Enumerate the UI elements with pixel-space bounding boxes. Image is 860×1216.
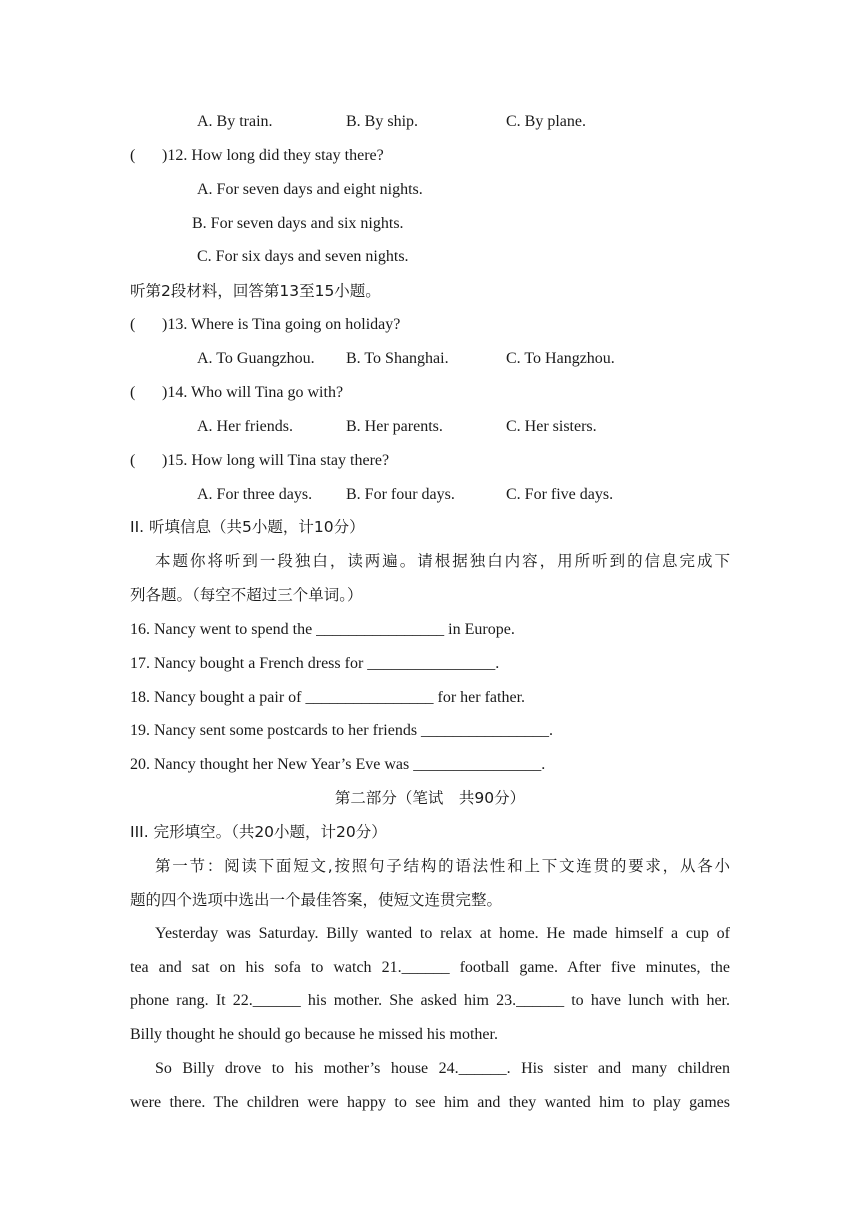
q15-option-c: C. For five days. [506, 486, 614, 503]
q11-option-a: A. By train. [197, 113, 273, 130]
fill-item-16: 16. Nancy went to spend the ________________ in Europe. [130, 621, 515, 638]
fill-item-20: 20. Nancy thought her New Year’s Eve was ________________. [130, 756, 546, 773]
part2-heading: II. 听填信息（共5小题，计10分） [130, 518, 365, 536]
q13-option-c: C. To Hangzhou. [506, 350, 615, 367]
fill-item-19: 19. Nancy sent some postcards to her friends ________________. [130, 722, 554, 739]
q12-answer-paren: ( [130, 147, 136, 164]
q13-option-b: B. To Shanghai. [346, 350, 449, 367]
q14-option-b: B. Her parents. [346, 418, 443, 435]
q15-option-b: B. For four days. [346, 486, 455, 503]
passage-para2-line-1: So Billy drove to his mother’s house 24.______. His sister and many children [155, 1060, 730, 1077]
fill-item-18: 18. Nancy bought a pair of ________________ for her father. [130, 689, 526, 706]
q14-stem: )14. Who will Tina go with? [162, 384, 344, 401]
q11-option-b: B. By ship. [346, 113, 419, 130]
q12-option-c: C. For six days and seven nights. [197, 248, 409, 265]
q14-option-a: A. Her friends. [197, 418, 293, 435]
q13-option-a: A. To Guangzhou. [197, 350, 315, 367]
part3-instruction-line-2: 题的四个选项中选出一个最佳答案，使短文连贯完整。 [130, 891, 503, 909]
q13-stem: )13. Where is Tina going on holiday? [162, 316, 401, 333]
q12-option-b: B. For seven days and six nights. [192, 215, 404, 232]
q15-answer-paren: ( [130, 452, 136, 469]
q12-option-a: A. For seven days and eight nights. [197, 181, 423, 198]
q14-option-c: C. Her sisters. [506, 418, 597, 435]
q15-option-a: A. For three days. [197, 486, 313, 503]
passage-para1-line-2: tea and sat on his sofa to watch 21.______ football game. After five minutes, the [130, 959, 730, 976]
passage-para2-line-2: were there. The children were happy to see him and they wanted him to play games [130, 1094, 730, 1111]
listening-section-2-instruction: 听第2段材料，回答第13至15小题。 [130, 282, 381, 300]
q12-stem: )12. How long did they stay there? [162, 147, 384, 164]
passage-para1-line-1: Yesterday was Saturday. Billy wanted to relax at home. He made himself a cup of [155, 925, 730, 942]
passage-para1-line-3: phone rang. It 22.______ his mother. She asked him 23.______ to have lunch with her. [130, 992, 730, 1009]
fill-item-17: 17. Nancy bought a French dress for ________________. [130, 655, 500, 672]
written-part-heading: 第二部分（笔试 共90分） [334, 789, 526, 807]
part3-heading: III. 完形填空。（共20小题，计20分） [130, 823, 387, 841]
q11-option-c: C. By plane. [506, 113, 586, 130]
q13-answer-paren: ( [130, 316, 136, 333]
part2-instruction-line-1: 本题你将听到一段独白，读两遍。请根据独白内容，用所听到的信息完成下 [155, 552, 730, 570]
q15-stem: )15. How long will Tina stay there? [162, 452, 390, 469]
part3-instruction-line-1: 第一节：阅读下面短文,按照句子结构的语法性和上下文连贯的要求，从各小 [155, 857, 730, 875]
q14-answer-paren: ( [130, 384, 136, 401]
passage-para1-line-4: Billy thought he should go because he missed his mother. [130, 1026, 498, 1043]
part2-instruction-line-2: 列各题。（每空不超过三个单词。） [130, 586, 363, 604]
